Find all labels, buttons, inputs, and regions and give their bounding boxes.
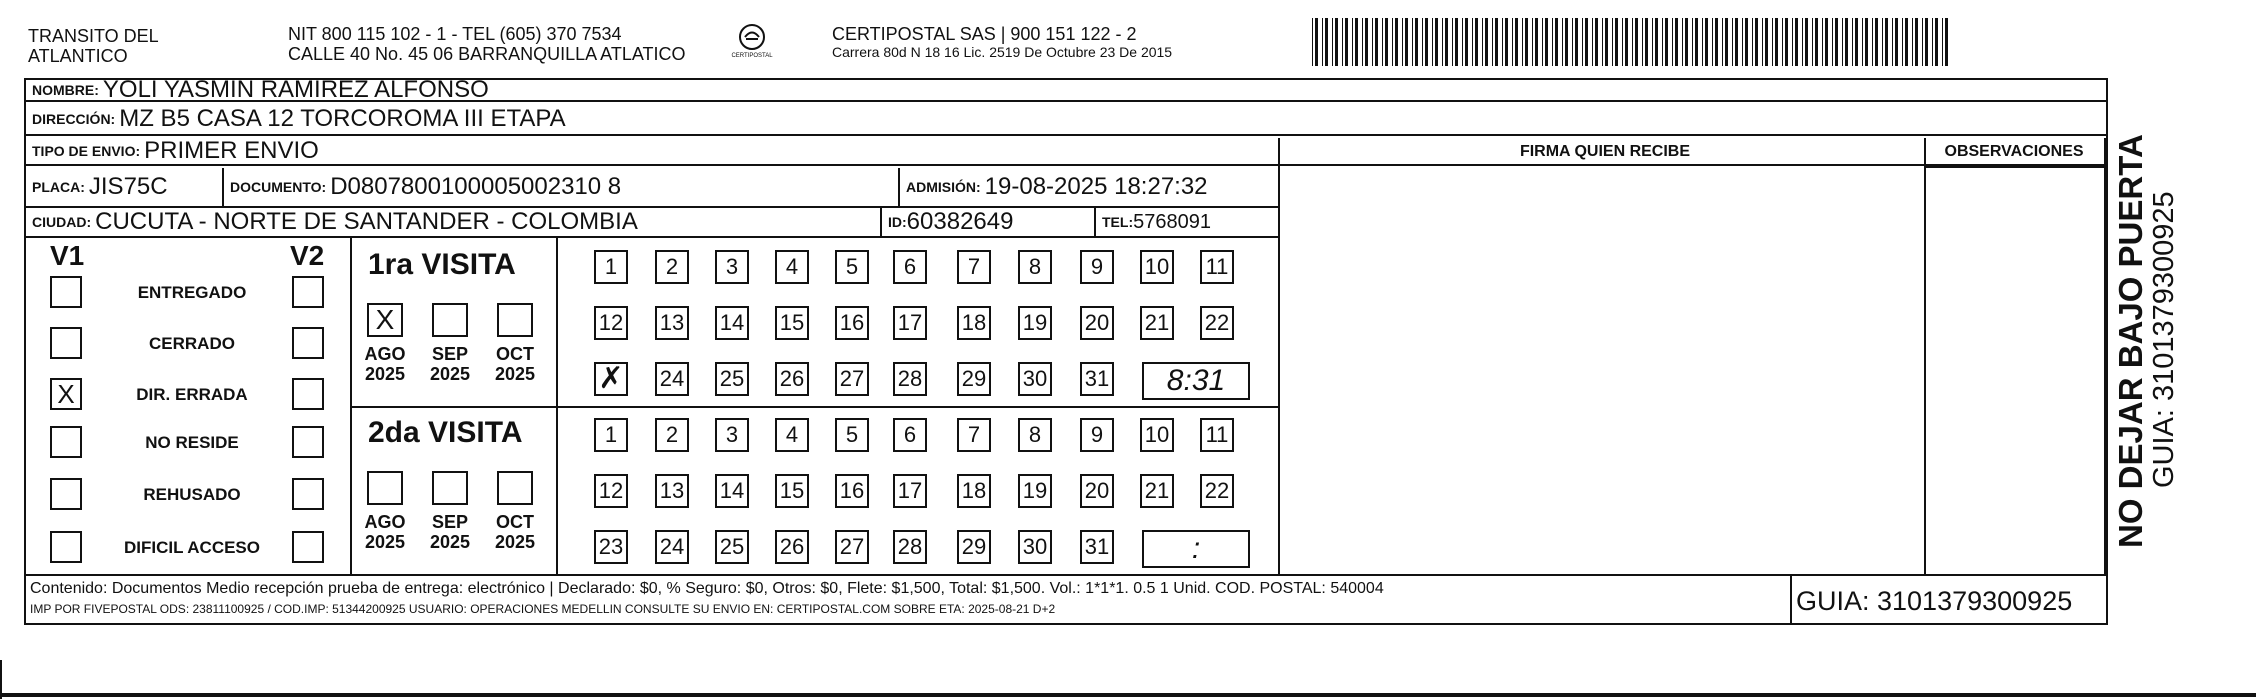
barcode-bar bbox=[1542, 18, 1543, 66]
month-year: 2025 bbox=[364, 532, 406, 552]
status-label: ENTREGADO bbox=[137, 283, 247, 302]
side-guia: GUIA: 3101379300925 bbox=[2148, 191, 2180, 488]
barcode-bar bbox=[1805, 18, 1808, 66]
month-name: SEP bbox=[431, 512, 469, 532]
day-checkbox[interactable]: 12 bbox=[594, 306, 628, 340]
barcode-bar bbox=[1485, 18, 1488, 66]
day-checkbox[interactable]: 22 bbox=[1200, 306, 1234, 340]
day-checkbox[interactable]: 11 bbox=[1200, 250, 1234, 284]
barcode-bar bbox=[1482, 18, 1483, 66]
barcode-bar bbox=[1922, 18, 1923, 66]
day-checkbox[interactable]: 28 bbox=[893, 530, 927, 564]
barcode-bar bbox=[1832, 18, 1833, 66]
footer-top-line bbox=[26, 574, 2106, 576]
day-checkbox[interactable]: 13 bbox=[655, 474, 689, 508]
status-label: DIFICIL ACCESO bbox=[123, 538, 260, 557]
barcode-bar bbox=[1365, 18, 1368, 66]
barcode-bar bbox=[1892, 18, 1893, 66]
barcode-bar bbox=[1552, 18, 1553, 66]
day-checkbox[interactable]: 25 bbox=[715, 530, 749, 564]
barcode-bar bbox=[1345, 18, 1348, 66]
barcode-bar bbox=[1802, 18, 1803, 66]
barcode-bar bbox=[1322, 18, 1323, 66]
barcode-bar bbox=[1772, 18, 1773, 66]
barcode-bar bbox=[1702, 18, 1703, 66]
day-checkbox[interactable]: 29 bbox=[957, 362, 991, 396]
day-checkbox[interactable]: 26 bbox=[775, 530, 809, 564]
day-checkbox[interactable]: 9 bbox=[1080, 418, 1114, 452]
status-label: NO RESIDE bbox=[145, 433, 239, 452]
barcode-bar bbox=[1572, 18, 1573, 66]
day-checkbox[interactable]: 20 bbox=[1080, 306, 1114, 340]
barcode-bar bbox=[1852, 18, 1853, 66]
barcode-bar bbox=[1895, 18, 1898, 66]
direccion-value: MZ B5 CASA 12 TORCOROMA III ETAPA bbox=[119, 105, 566, 132]
issuer-nit: NIT 800 115 102 - 1 - TEL (605) 370 7534 bbox=[288, 24, 622, 44]
tel-label: TEL: bbox=[1102, 214, 1134, 230]
day-checkbox[interactable]: 24 bbox=[655, 362, 689, 396]
barcode-bar bbox=[1862, 18, 1863, 66]
ciudad-bottom-line bbox=[26, 236, 1280, 238]
day-checkbox[interactable]: 21 bbox=[1140, 474, 1174, 508]
barcode-bar bbox=[1652, 18, 1653, 66]
footer-guia-divider bbox=[1790, 576, 1792, 623]
barcode-bar bbox=[1515, 18, 1518, 66]
day-checkbox[interactable]: 2 bbox=[655, 418, 689, 452]
day-checkbox[interactable]: 1 bbox=[594, 250, 628, 284]
barcode-bar bbox=[1645, 18, 1648, 66]
day-checkbox[interactable]: 8 bbox=[1018, 418, 1052, 452]
status-v2-checkbox[interactable] bbox=[292, 378, 324, 410]
day-checkbox[interactable]: 27 bbox=[835, 530, 869, 564]
day-checkbox[interactable]: 10 bbox=[1140, 418, 1174, 452]
barcode-bar bbox=[1735, 18, 1738, 66]
ciudad-label: CIUDAD: bbox=[32, 214, 92, 230]
barcode-bar bbox=[1325, 18, 1328, 66]
footer-guia: GUIA: 3101379300925 bbox=[1796, 586, 2073, 616]
v1-header: V1 bbox=[50, 240, 85, 271]
day-checkbox[interactable]: 17 bbox=[893, 306, 927, 340]
barcode-bar bbox=[1402, 18, 1403, 66]
barcode-bar bbox=[1595, 18, 1598, 66]
status-label: DIR. ERRADA bbox=[136, 385, 248, 404]
barcode-bar bbox=[1912, 18, 1913, 66]
right-divider bbox=[2104, 138, 2106, 576]
month-label bbox=[487, 344, 543, 384]
barcode-bar bbox=[1755, 18, 1758, 66]
barcode-bar bbox=[1675, 18, 1678, 66]
barcode-bar bbox=[1412, 18, 1413, 66]
barcode-bar bbox=[1872, 18, 1873, 66]
day-checkbox[interactable]: 25 bbox=[715, 362, 749, 396]
day-checkbox[interactable]: 22 bbox=[1200, 474, 1234, 508]
id-cell bbox=[882, 208, 1094, 236]
day-checkbox[interactable]: 24 bbox=[655, 530, 689, 564]
barcode-bar bbox=[1512, 18, 1513, 66]
barcode-bar bbox=[1502, 18, 1503, 66]
month-label bbox=[422, 512, 478, 552]
day-checkbox[interactable]: 8 bbox=[1018, 250, 1052, 284]
month-checkbox[interactable] bbox=[497, 471, 533, 505]
issuer-line1: TRANSITO DEL bbox=[28, 26, 159, 46]
day-checkbox[interactable]: 7 bbox=[957, 250, 991, 284]
day-checkbox[interactable]: 17 bbox=[893, 474, 927, 508]
direccion-label: DIRECCIÓN: bbox=[32, 111, 116, 127]
day-checkbox[interactable]: 4 bbox=[775, 250, 809, 284]
footer-content: Contenido: Documentos Medio recepción prueba de entrega: electrónico | Declarado: $0, % Seguro: $0, Otros: $0, Flete: $1,500, Total: $1,500. Vol.: 1*1*1. 0.5 1 Unid. COD. POSTAL: 540004 bbox=[30, 580, 1384, 597]
month-name: OCT bbox=[496, 344, 534, 364]
barcode-bar bbox=[1915, 18, 1918, 66]
barcode-bar bbox=[1505, 18, 1508, 66]
day-checkbox[interactable]: 10 bbox=[1140, 250, 1174, 284]
day-checkbox[interactable]: 1 bbox=[594, 418, 628, 452]
barcode-bar bbox=[1882, 18, 1883, 66]
barcode-bar bbox=[1632, 18, 1633, 66]
barcode-bar bbox=[1932, 18, 1933, 66]
month-name: AGO bbox=[364, 344, 406, 364]
barcode-bar bbox=[1825, 18, 1828, 66]
day-checkbox[interactable]: 6 bbox=[893, 250, 927, 284]
barcode-bar bbox=[1815, 18, 1818, 66]
tel-cell bbox=[1096, 208, 1278, 236]
barcode-bar bbox=[1385, 18, 1388, 66]
tipo-value: PRIMER ENVIO bbox=[144, 137, 319, 164]
barcode-bar bbox=[1752, 18, 1753, 66]
day-checkbox[interactable]: 20 bbox=[1080, 474, 1114, 508]
day-checkbox[interactable]: 26 bbox=[775, 362, 809, 396]
page-edge-bottom bbox=[0, 693, 2256, 697]
barcode-bar bbox=[1615, 18, 1618, 66]
day-checkbox[interactable]: 14 bbox=[715, 474, 749, 508]
day-checkbox[interactable]: 19 bbox=[1018, 474, 1052, 508]
id-value: 60382649 bbox=[906, 208, 1014, 235]
barcode-bar bbox=[1435, 18, 1438, 66]
v2-header: V2 bbox=[290, 240, 325, 271]
month-name: AGO bbox=[364, 512, 406, 532]
barcode-bar bbox=[1395, 18, 1398, 66]
barcode-bar bbox=[1605, 18, 1608, 66]
observaciones-label: OBSERVACIONES bbox=[1944, 143, 2084, 160]
ciudad-value: CUCUTA - NORTE DE SANTANDER - COLOMBIA bbox=[95, 208, 638, 235]
day-checkbox[interactable]: 30 bbox=[1018, 530, 1052, 564]
month-name: OCT bbox=[496, 512, 534, 532]
status-v2-checkbox[interactable] bbox=[292, 478, 324, 510]
month-checkbox[interactable] bbox=[432, 303, 468, 337]
barcode-bar bbox=[1475, 18, 1478, 66]
barcode-bar bbox=[1935, 18, 1938, 66]
day-checkbox[interactable]: 29 bbox=[957, 530, 991, 564]
side-warning: NO DEJAR BAJO PUERTA bbox=[2112, 134, 2149, 548]
admision-label: ADMISIÓN: bbox=[906, 179, 981, 195]
status-v1-checkbox[interactable] bbox=[50, 478, 82, 510]
barcode-bar bbox=[1775, 18, 1778, 66]
status-v1-checkbox[interactable]: X bbox=[50, 378, 82, 410]
month-label bbox=[357, 512, 413, 552]
tipo-label: TIPO DE ENVIO: bbox=[32, 143, 141, 159]
barcode-bar bbox=[1582, 18, 1583, 66]
day-marked-x-icon: ✗ bbox=[598, 362, 624, 395]
barcode-bar bbox=[1545, 18, 1548, 66]
documento-cell bbox=[224, 168, 898, 206]
nombre-label: NOMBRE: bbox=[32, 82, 99, 98]
barcode-bar bbox=[1422, 18, 1423, 66]
ciudad-cell bbox=[26, 208, 880, 236]
barcode-bar bbox=[1462, 18, 1463, 66]
day-checkbox[interactable] bbox=[594, 362, 628, 396]
barcode-bar bbox=[1785, 18, 1788, 66]
barcode-bar bbox=[1465, 18, 1468, 66]
visit-title: 2da VISITA bbox=[368, 416, 523, 449]
barcode-bar bbox=[1442, 18, 1443, 66]
day-checkbox[interactable]: 16 bbox=[835, 306, 869, 340]
barcode-bar bbox=[1455, 18, 1458, 66]
day-checkbox[interactable]: 6 bbox=[893, 418, 927, 452]
barcode-bar bbox=[1792, 18, 1793, 66]
day-checkbox[interactable]: 5 bbox=[835, 250, 869, 284]
admision-value: 19-08-2025 18:27:32 bbox=[984, 173, 1208, 200]
status-v1-checkbox[interactable] bbox=[50, 426, 82, 458]
firma-label: FIRMA QUIEN RECIBE bbox=[1519, 143, 1691, 160]
barcode-bar bbox=[1382, 18, 1383, 66]
day-checkbox[interactable]: 7 bbox=[957, 418, 991, 452]
day-checkbox[interactable]: 12 bbox=[594, 474, 628, 508]
month-year: 2025 bbox=[494, 532, 536, 552]
barcode-bar bbox=[1725, 18, 1728, 66]
barcode-bar bbox=[1745, 18, 1748, 66]
barcode-bar bbox=[1925, 18, 1928, 66]
day-checkbox[interactable]: 23 bbox=[594, 530, 628, 564]
barcode-bar bbox=[1692, 18, 1693, 66]
company-name: CERTIPOSTAL SAS | 900 151 122 - 2 bbox=[832, 24, 1137, 44]
barcode-bar bbox=[1765, 18, 1768, 66]
day-checkbox[interactable]: 18 bbox=[957, 306, 991, 340]
barcode-bar bbox=[1522, 18, 1523, 66]
barcode-bar bbox=[1625, 18, 1628, 66]
barcode-bar bbox=[1712, 18, 1713, 66]
placa-cell bbox=[26, 168, 222, 206]
barcode-bar bbox=[1715, 18, 1718, 66]
barcode-bar bbox=[1655, 18, 1658, 66]
barcode-bar bbox=[1392, 18, 1393, 66]
barcode-bar bbox=[1662, 18, 1663, 66]
day-checkbox[interactable]: 27 bbox=[835, 362, 869, 396]
documento-value: D0807800100005002310 8 bbox=[330, 173, 622, 200]
barcode-bar bbox=[1355, 18, 1358, 66]
barcode-bar bbox=[1622, 18, 1623, 66]
nombre-row bbox=[26, 76, 2106, 103]
barcode-bar bbox=[1555, 18, 1558, 66]
month-checkbox[interactable] bbox=[367, 471, 403, 505]
month-year: 2025 bbox=[429, 532, 471, 552]
month-label bbox=[422, 344, 478, 384]
barcode-bar bbox=[1782, 18, 1783, 66]
barcode-bar bbox=[1472, 18, 1473, 66]
status-v2-checkbox[interactable] bbox=[292, 327, 324, 359]
barcode-bar bbox=[1695, 18, 1698, 66]
barcode-bar bbox=[1855, 18, 1858, 66]
barcode-bar bbox=[1902, 18, 1903, 66]
month-label bbox=[357, 344, 413, 384]
day-checkbox[interactable]: 2 bbox=[655, 250, 689, 284]
barcode-bar bbox=[1312, 18, 1313, 66]
barcode-bar bbox=[1425, 18, 1428, 66]
day-checkbox[interactable]: 9 bbox=[1080, 250, 1114, 284]
issuer-name bbox=[28, 26, 159, 66]
barcode-bar bbox=[1405, 18, 1408, 66]
placa-value: JIS75C bbox=[88, 173, 168, 200]
barcode-bar bbox=[1812, 18, 1813, 66]
barcode-bar bbox=[1845, 18, 1848, 66]
barcode-bar bbox=[1742, 18, 1743, 66]
visits-divider bbox=[350, 406, 1280, 408]
certipostal-logo bbox=[728, 22, 776, 66]
barcode-bar bbox=[1445, 18, 1448, 66]
barcode-bar bbox=[1342, 18, 1343, 66]
day-checkbox[interactable]: 31 bbox=[1080, 362, 1114, 396]
observaciones-divider bbox=[1924, 138, 1926, 576]
barcode-bar bbox=[1532, 18, 1533, 66]
barcode-bar bbox=[1575, 18, 1578, 66]
status-v1-checkbox[interactable] bbox=[50, 327, 82, 359]
barcode-bar bbox=[1795, 18, 1798, 66]
status-label: REHUSADO bbox=[143, 485, 241, 504]
day-checkbox[interactable]: 16 bbox=[835, 474, 869, 508]
direccion-row bbox=[26, 104, 2106, 136]
month-checkbox[interactable] bbox=[432, 471, 468, 505]
barcode-bar bbox=[1635, 18, 1638, 66]
barcode-bar bbox=[1562, 18, 1563, 66]
month-year: 2025 bbox=[364, 364, 406, 384]
issuer-line2: ATLANTICO bbox=[28, 46, 128, 66]
barcode-bar bbox=[1495, 18, 1498, 66]
day-checkbox[interactable]: 31 bbox=[1080, 530, 1114, 564]
day-checkbox[interactable]: 11 bbox=[1200, 418, 1234, 452]
barcode-bar bbox=[1642, 18, 1643, 66]
day-checkbox[interactable]: 13 bbox=[655, 306, 689, 340]
month-year: 2025 bbox=[494, 364, 536, 384]
issuer-address: CALLE 40 No. 45 06 BARRANQUILLA ATLATICO bbox=[288, 44, 686, 64]
id-label: ID: bbox=[888, 214, 907, 230]
visit-time-field[interactable]: : bbox=[1142, 530, 1250, 568]
barcode-bar bbox=[1452, 18, 1453, 66]
tel-value: 5768091 bbox=[1133, 210, 1211, 233]
day-checkbox[interactable]: 3 bbox=[715, 418, 749, 452]
month-year: 2025 bbox=[429, 364, 471, 384]
barcode-bar bbox=[1822, 18, 1823, 66]
day-checkbox[interactable]: 15 bbox=[775, 306, 809, 340]
barcode-bar bbox=[1835, 18, 1838, 66]
status-label: CERRADO bbox=[149, 334, 235, 353]
day-checkbox[interactable]: 18 bbox=[957, 474, 991, 508]
admision-cell bbox=[900, 168, 1278, 206]
company-license: Carrera 80d N 18 16 Lic. 2519 De Octubre 23 De 2015 bbox=[832, 44, 1173, 60]
barcode-bar bbox=[1865, 18, 1868, 66]
placa-label: PLACA: bbox=[32, 179, 85, 195]
status-v2-checkbox[interactable] bbox=[292, 276, 324, 308]
day-checkbox[interactable]: 3 bbox=[715, 250, 749, 284]
barcode-bar bbox=[1332, 18, 1333, 66]
month-label bbox=[487, 512, 543, 552]
day-checkbox[interactable]: 5 bbox=[835, 418, 869, 452]
barcode-bar bbox=[1672, 18, 1673, 66]
barcode-bar bbox=[1685, 18, 1688, 66]
barcode-bar bbox=[1352, 18, 1353, 66]
footer-print-info: IMP POR FIVEPOSTAL ODS: 23811100925 / COD.IMP: 51344200925 USUARIO: OPERACIONES MEDELLIN CONSULTE SU ENVIO EN: CERTIPOSTAL.COM SOBRE ETA: 2025-08-21 D+2 bbox=[30, 602, 1056, 616]
barcode-bar bbox=[1375, 18, 1378, 66]
barcode-bar bbox=[1722, 18, 1723, 66]
barcode-bar bbox=[1492, 18, 1493, 66]
day-checkbox[interactable]: 19 bbox=[1018, 306, 1052, 340]
barcode-bar bbox=[1585, 18, 1588, 66]
barcode-bar bbox=[1362, 18, 1363, 66]
issuer-info bbox=[288, 24, 686, 64]
barcode-bar bbox=[1942, 18, 1943, 66]
barcode-bar bbox=[1945, 18, 1948, 66]
barcode-bar bbox=[1905, 18, 1908, 66]
status-v1-checkbox[interactable] bbox=[50, 531, 82, 563]
nombre-value: YOLI YASMIN RAMIREZ ALFONSO bbox=[102, 76, 489, 103]
day-checkbox[interactable]: 15 bbox=[775, 474, 809, 508]
barcode-bar bbox=[1602, 18, 1603, 66]
day-checkbox[interactable]: 30 bbox=[1018, 362, 1052, 396]
barcode-bar bbox=[1432, 18, 1433, 66]
month-name: SEP bbox=[431, 344, 469, 364]
barcode-bar bbox=[1665, 18, 1668, 66]
day-checkbox[interactable]: 28 bbox=[893, 362, 927, 396]
obs-header-line bbox=[1924, 166, 2106, 168]
barcode-bar bbox=[1732, 18, 1733, 66]
firma-divider bbox=[1278, 138, 1280, 576]
barcode-bar bbox=[1592, 18, 1593, 66]
status-v2-checkbox[interactable] bbox=[292, 426, 324, 458]
barcode-bar bbox=[1885, 18, 1888, 66]
barcode-bar bbox=[1415, 18, 1418, 66]
visit-time-field[interactable]: 8:31 bbox=[1142, 362, 1250, 400]
barcode-bar bbox=[1762, 18, 1763, 66]
day-checkbox[interactable]: 4 bbox=[775, 418, 809, 452]
barcode-bar bbox=[1525, 18, 1528, 66]
logo-text: CERTIPOSTAL bbox=[731, 53, 773, 59]
barcode bbox=[1312, 18, 1950, 66]
barcode-bar bbox=[1705, 18, 1708, 66]
barcode-bar bbox=[1842, 18, 1843, 66]
barcode-bar bbox=[1372, 18, 1373, 66]
documento-label: DOCUMENTO: bbox=[230, 179, 327, 195]
barcode-bar bbox=[1682, 18, 1683, 66]
barcode-bar bbox=[1875, 18, 1878, 66]
barcode-bar bbox=[1612, 18, 1613, 66]
barcode-bar bbox=[1315, 18, 1318, 66]
barcode-bar bbox=[1535, 18, 1538, 66]
day-checkbox[interactable]: 21 bbox=[1140, 306, 1174, 340]
visit-title: 1ra VISITA bbox=[368, 248, 516, 281]
month-checkbox[interactable] bbox=[497, 303, 533, 337]
status-v2-checkbox[interactable] bbox=[292, 531, 324, 563]
barcode-bar bbox=[1335, 18, 1338, 66]
day-checkbox[interactable]: 14 bbox=[715, 306, 749, 340]
month-checkbox[interactable]: X bbox=[367, 303, 403, 337]
status-v1-checkbox[interactable] bbox=[50, 276, 82, 308]
barcode-bar bbox=[1565, 18, 1568, 66]
company-info bbox=[832, 24, 1172, 61]
